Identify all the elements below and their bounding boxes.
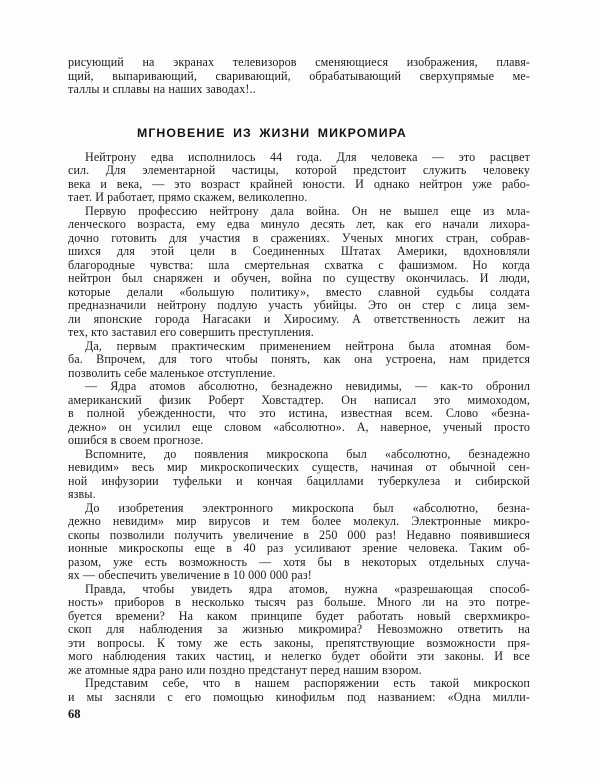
text-line: ба. Впрочем, для того чтобы понять, как она устроена, нам придется — [68, 353, 530, 366]
text-line: — Ядра атомов абсолютно, безнадежно невидимы, — как-то обронил — [85, 380, 530, 393]
text-line: скоп для наблюдения за жизнью микромира? Невозможно ответить на — [68, 623, 530, 636]
text-line: До изобретения электронного микроскопа был «абсолютно, безна- — [85, 501, 530, 515]
paragraph — [68, 56, 530, 97]
text-line: предназначили нейтрону подлую участь убийцы. Это он стер с лица зем- — [68, 299, 530, 312]
text-line: язвы. — [68, 488, 96, 501]
paragraph — [68, 502, 530, 583]
text-line: ность» приборов в несколько тысяч раз больше. Много ли на это потре- — [68, 596, 530, 609]
text-line: скопы позволили получить увеличение в 250 000 раз! Недавно появившиеся — [68, 528, 530, 542]
paragraph — [68, 380, 530, 448]
text-line: дежно невидим» мир вирусов и тем более молекул. Электронные микро- — [68, 515, 530, 528]
text-line: тает. И работает, прямо скажем, великолепно. — [68, 191, 308, 204]
text-line: ли японские города Нагасаки и Хиросиму. А ответственность лежит на — [68, 312, 530, 326]
text-line: ионные микроскопы еще в 40 раз усиливают зрение человека. Таким об- — [68, 542, 530, 555]
paragraph — [68, 340, 530, 381]
text-line: Вспомните, до появления микроскопа был «абсолютно, безнадежно — [85, 447, 530, 461]
text-line: нейтрон был снаряжен и обучен, война по существу окончилась. И люди, — [68, 272, 530, 285]
text-line: в полной убежденности, что это истина, известная всем. Слово «безна- — [68, 407, 530, 420]
text-line: дежно» он усилил еще словом «абсолютно». А, наверное, ученый просто — [68, 420, 530, 434]
text-line: эти вопросы. К тому же есть законы, препятствующие возможности пря- — [68, 636, 530, 650]
text-line: которые делали «большую политику», вместо славной судьбы солдата — [68, 285, 530, 299]
text-line: века и века, — это возраст крайней юности. И однако нейтрон уже рабо- — [68, 177, 530, 191]
text-line: Первую профессию нейтрону дала война. Он не вышел еще из мла- — [85, 204, 530, 218]
paragraph — [68, 677, 530, 704]
text-line: рисующий на экранах телевизоров сменяющиеся изображения, плавя- — [68, 56, 530, 69]
body-paragraphs-container — [68, 151, 530, 705]
paragraph — [68, 583, 530, 678]
text-block — [68, 56, 530, 704]
text-line: благородные чувства: шла смертельная схватка с фашизмом. Но когда — [68, 258, 530, 272]
text-line: разом, уже есть возможность — хотя бы в некоторых отдельных случа- — [68, 555, 530, 569]
text-line: ях — обеспечить увеличение в 10 000 000 раз! — [68, 569, 312, 582]
page-number: 68 — [68, 707, 81, 721]
paragraph — [68, 151, 530, 205]
text-line: Нейтрону едва исполнилось 44 года. Для человека — это расцвет — [85, 150, 530, 164]
text-line: позволить себе маленькое отступление. — [68, 366, 276, 380]
text-line: Да, первым практическим применением нейтрона была атомная бом- — [85, 339, 530, 353]
text-line: и мы засняли с его помощью кинофильм под названием: «Одна милли- — [68, 690, 530, 704]
text-line: ошибся в своем прогнозе. — [68, 434, 204, 447]
paragraph — [68, 205, 530, 340]
text-line: дочно готовить для участия в сражениях. Ученых многих стран, собрав- — [68, 231, 530, 245]
text-line: мого наблюдения таких частиц, и нелегко будет обойти эти законы. И все — [68, 650, 530, 663]
text-line: американский физик Роберт Ховстадтер. Он написал это мимоходом, — [68, 393, 530, 407]
lead-paragraph-container — [68, 56, 530, 97]
text-line: буется времени? На каком принципе будет работать новый сверхмикро- — [68, 609, 530, 623]
text-line: же атомные ядра рано или поздно предстанут перед нашим взором. — [68, 663, 422, 677]
section-heading: МГНОВЕНИЕ ИЗ ЖИЗНИ МИКРОМИРА — [137, 125, 407, 140]
text-line: шихся для этой цели в Соединенных Штатах Америки, вдохновляли — [68, 245, 530, 258]
text-line: щий, выпаривающий, сваривающий, обрабатывающий сверхупрямые ме- — [68, 69, 530, 83]
text-line: Представим себе, что в нашем распоряжении есть такой микроскоп — [85, 677, 530, 690]
text-line: таллы и сплавы на наших заводах!.. — [68, 83, 256, 96]
text-line: сил. Для элементарной частицы, которой предстоит служить человеку — [68, 164, 530, 177]
paragraph — [68, 448, 530, 502]
text-line: ленческого возраста, ему едва минуло десять лет, как его начали лихора- — [68, 218, 530, 231]
text-line: ной инфузории туфельки и кончая бациллами туберкулеза и сибирской — [68, 474, 530, 488]
text-line: Правда, чтобы увидеть ядра атомов, нужна «разрешающая способ- — [85, 582, 530, 596]
text-line: тех, кто заставил его совершить преступления. — [68, 326, 314, 339]
text-line: невидим» весь мир микроскопических существ, начиная от обычной сен- — [68, 461, 530, 474]
